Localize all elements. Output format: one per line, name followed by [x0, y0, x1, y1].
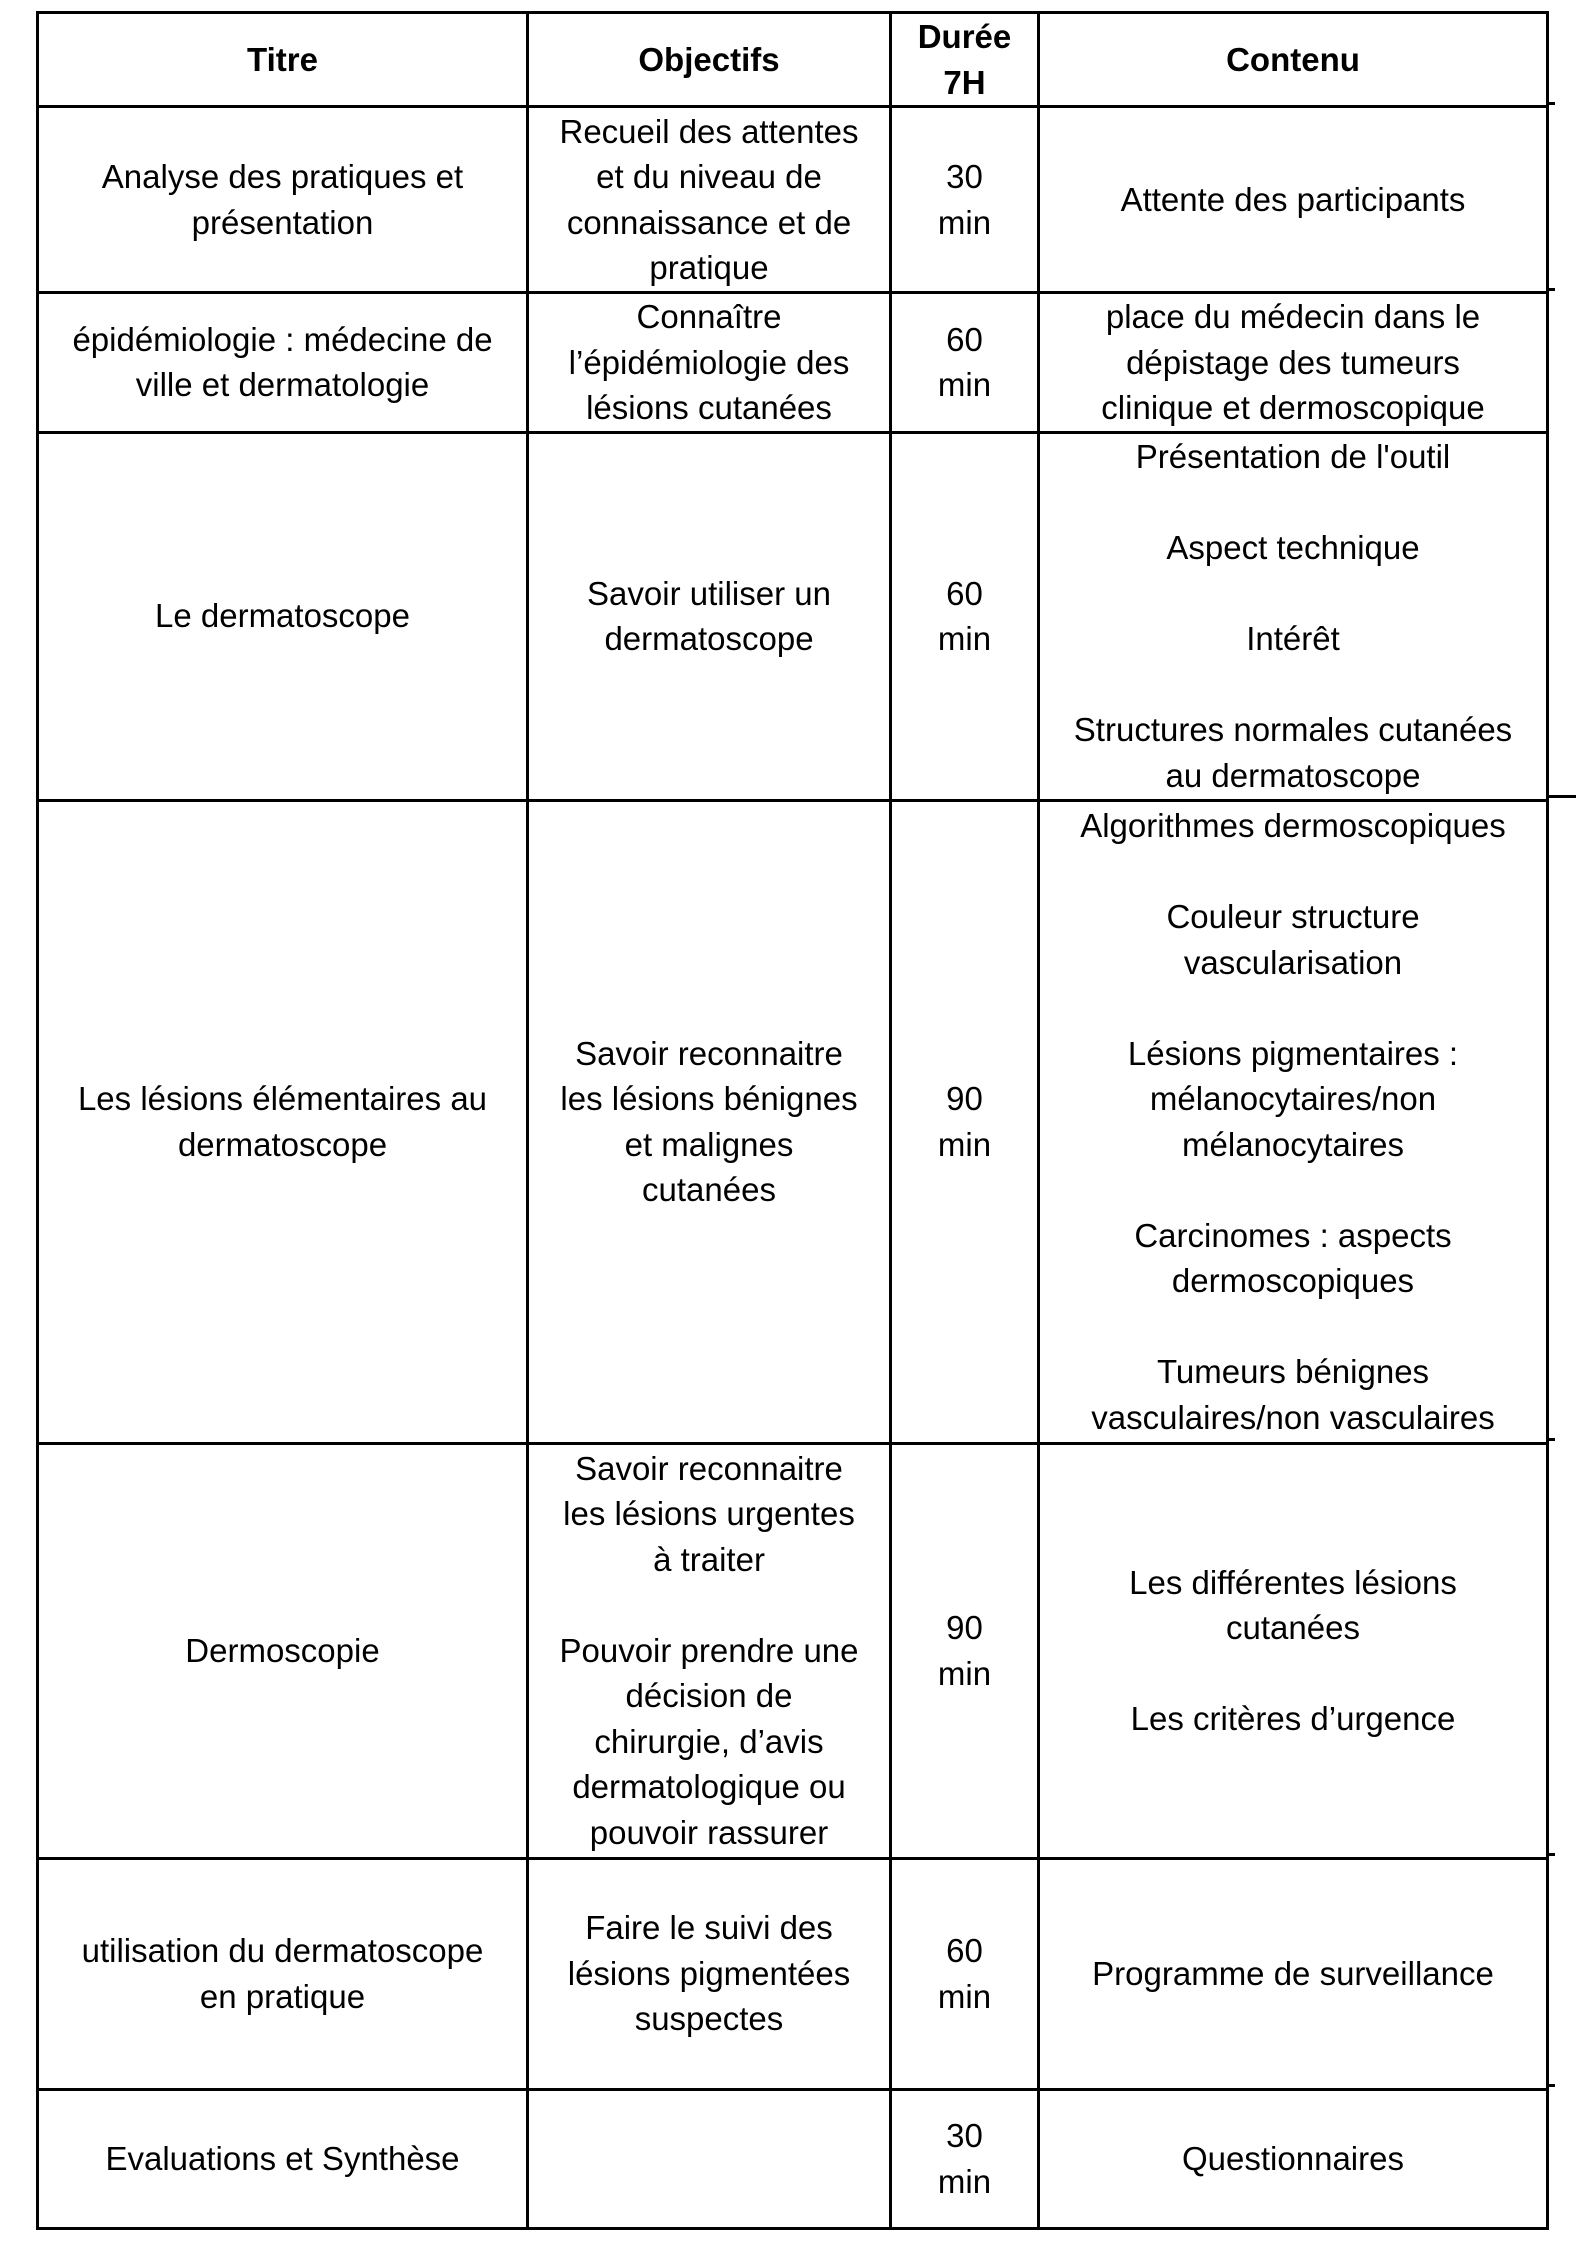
cell-titre: épidémiologie : médecine de ville et dermatologie	[38, 293, 528, 433]
cell-objectifs: Connaître l’épidémiologie des lésions cutanées	[528, 293, 891, 433]
cell-titre: Les lésions élémentaires au dermatoscope	[38, 800, 528, 1443]
programme-table	[36, 11, 1549, 2230]
cell-contenu: place du médecin dans le dépistage des tumeurs clinique et dermoscopique	[1039, 293, 1548, 433]
cell-contenu: Les différentes lésions cutanées Les critères d’urgence	[1039, 1443, 1548, 1858]
table-row	[38, 107, 1548, 293]
cell-contenu: Questionnaires	[1039, 2089, 1548, 2228]
cell-titre: Le dermatoscope	[38, 432, 528, 800]
cell-duree: 90 min	[891, 1443, 1039, 1858]
cell-objectifs: Recueil des attentes et du niveau de connaissance et de pratique	[528, 107, 891, 293]
table-row	[38, 800, 1548, 1443]
cell-contenu: Attente des participants	[1039, 107, 1548, 293]
header-contenu: Contenu	[1039, 13, 1548, 107]
cell-duree: 90 min	[891, 800, 1039, 1443]
table-edge-stub	[1549, 288, 1555, 291]
cell-objectifs: Savoir reconnaitre les lésions bénignes et malignes cutanées	[528, 800, 891, 1443]
table-edge-stub	[1549, 102, 1555, 105]
cell-titre: Dermoscopie	[38, 1443, 528, 1858]
cell-objectifs: Savoir utiliser un dermatoscope	[528, 432, 891, 800]
header-titre: Titre	[38, 13, 528, 107]
cell-duree: 60 min	[891, 293, 1039, 433]
cell-contenu: Présentation de l'outil Aspect technique Intérêt Structures normales cutanées au dermatoscope	[1039, 432, 1548, 800]
header-objectifs: Objectifs	[528, 13, 891, 107]
cell-titre: utilisation du dermatoscope en pratique	[38, 1858, 528, 2089]
cell-objectifs: Savoir reconnaitre les lésions urgentes à traiter Pouvoir prendre une décision de chirurgie, d’avis dermatologique ou pouvoir rassurer	[528, 1443, 891, 1858]
cell-contenu: Programme de surveillance	[1039, 1858, 1548, 2089]
table-row	[38, 432, 1548, 800]
table-row	[38, 1443, 1548, 1858]
cell-duree: 30 min	[891, 107, 1039, 293]
table-row	[38, 1858, 1548, 2089]
table-edge-stub	[1549, 1853, 1555, 1856]
table-header-row	[38, 13, 1548, 107]
table-edge-stub	[1549, 2084, 1555, 2087]
cell-titre: Evaluations et Synthèse	[38, 2089, 528, 2228]
table-row	[38, 2089, 1548, 2228]
cell-duree: 60 min	[891, 432, 1039, 800]
cell-objectifs: Faire le suivi des lésions pigmentées suspectes	[528, 1858, 891, 2089]
table-edge-stub	[1549, 1438, 1555, 1441]
table-edge-stub	[1549, 795, 1576, 798]
header-duree: Durée 7H	[891, 13, 1039, 107]
cell-duree: 30 min	[891, 2089, 1039, 2228]
cell-objectifs	[528, 2089, 891, 2228]
cell-contenu: Algorithmes dermoscopiques Couleur structure vascularisation Lésions pigmentaires : mélanocytaires/non mélanocytaires Carcinomes : aspects dermoscopiques Tumeurs bénignes vasculaires/non vasculaires	[1039, 800, 1548, 1443]
cell-duree: 60 min	[891, 1858, 1039, 2089]
table-row	[38, 293, 1548, 433]
cell-titre: Analyse des pratiques et présentation	[38, 107, 528, 293]
